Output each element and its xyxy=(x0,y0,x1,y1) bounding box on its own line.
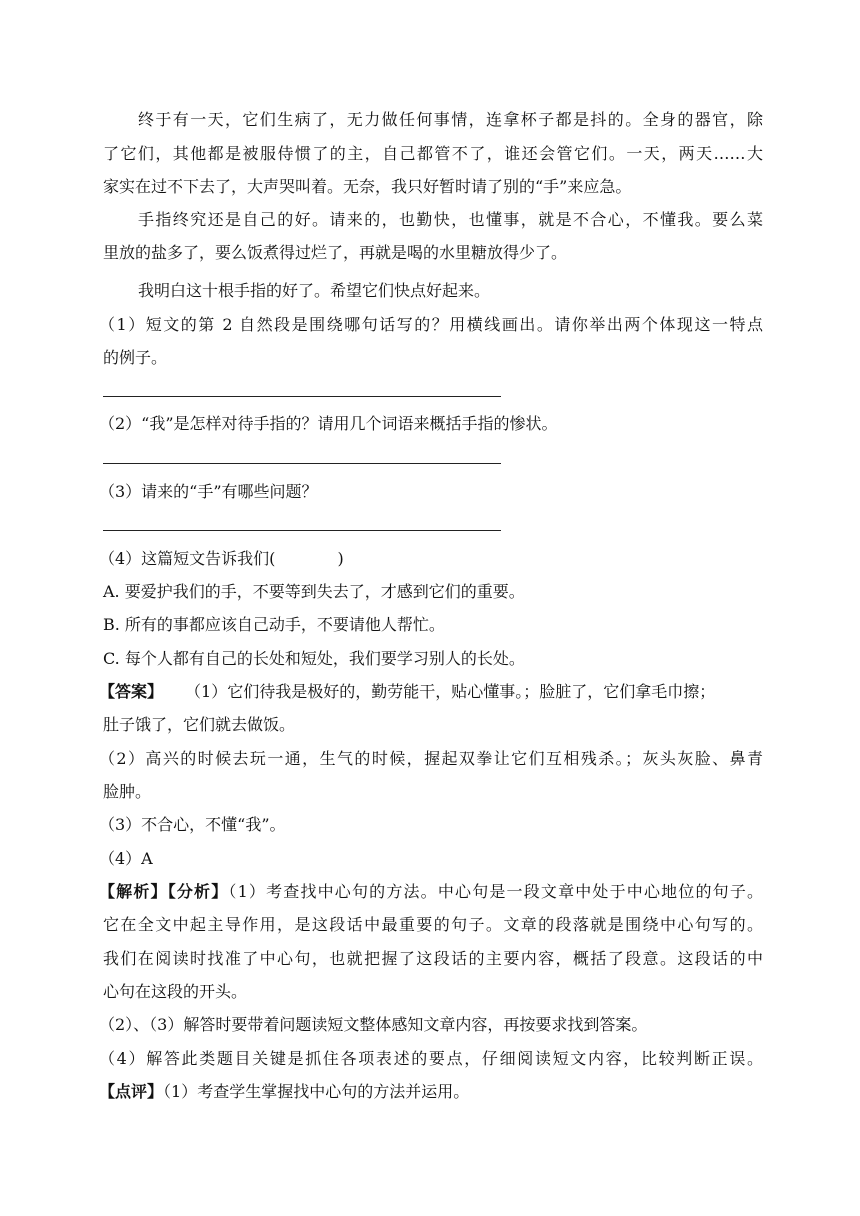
question-4 xyxy=(99,547,344,571)
answer-1-line-2: 肚子饿了，它们就去做饭。 xyxy=(103,715,296,734)
answer-3: （3）不合心，不懂“我”。 xyxy=(99,815,286,834)
question-4-text: （4）这篇短文告诉我们( xyxy=(99,549,276,568)
option-c: C. 每个人都有自己的长处和短处，我们要学习别人的长处。 xyxy=(103,649,525,668)
passage-paragraph-1-line-1: 终于有一天，它们生病了，无力做任何事情，连拿杯子都是抖的。全身的器官，除 xyxy=(138,110,763,129)
analysis-line-4: 心句在这段的开头。 xyxy=(103,982,248,1001)
answer-line-1 xyxy=(99,680,763,704)
question-2: （2）“我”是怎样对待手指的？请用几个词语来概括手指的惨状。 xyxy=(99,414,558,433)
question-1-line-1: （1）短文的第 2 自然段是围绕哪句话写的？用横线画出。请你举出两个体现这一特点 xyxy=(99,315,763,334)
analysis-text-1: （1）考查找中心句的方法。中心句是一段文章中处于中心地位的句子。 xyxy=(228,882,763,901)
analysis-line-5: （2）、（3）解答时要带着问题读短文整体感知文章内容，再按要求找到答案。 xyxy=(99,1015,648,1034)
passage-paragraph-1-line-2: 了它们，其他都是被服侍惯了的主，自己都管不了，谁还会管它们。一天，两天……大 xyxy=(103,144,763,163)
question-4-close-paren: ) xyxy=(337,549,344,568)
passage-paragraph-1-line-3: 家实在过不下去了，大声哭叫着。无奈，我只好暂时请了别的“手”来应急。 xyxy=(103,177,632,196)
answer-2-line-1: （2）高兴的时候去玩一通，生气的时候，握起双拳让它们互相残杀。；灰头灰脸、鼻青 xyxy=(99,749,763,768)
answer-2-line-2: 脸肿。 xyxy=(103,782,152,801)
analysis-label: 【解析】【分析】 xyxy=(99,882,229,901)
answer-blank-line-3 xyxy=(103,530,501,531)
comment-label: 【点评】 xyxy=(99,1082,164,1101)
answer-1-line-1: （1）它们待我是极好的，勤劳能干，贴心懂事。；脸脏了，它们拿毛巾擦； xyxy=(185,682,716,701)
passage-paragraph-3: 我明白这十根手指的好了。希望它们快点好起来。 xyxy=(138,281,491,300)
analysis-line-1 xyxy=(99,880,763,904)
question-3: （3）请来的“手”有哪些问题？ xyxy=(99,482,318,501)
passage-paragraph-2-line-2: 里放的盐多了，要么饭煮得过烂了，再就是喝的水里糖放得少了。 xyxy=(103,243,568,262)
analysis-line-2: 它在全文中起主导作用，是这段话中最重要的句子。文章的段落就是围绕中心句写的。 xyxy=(103,915,763,934)
answer-4: （4）A xyxy=(99,849,153,868)
option-a: A. 要爱护我们的手，不要等到失去了，才感到它们的重要。 xyxy=(103,582,525,601)
question-1-line-2: 的例子。 xyxy=(103,348,168,367)
passage-paragraph-2-line-1: 手指终究还是自己的好。请来的，也勤快，也懂事，就是不合心，不懂我。要么菜 xyxy=(138,210,763,229)
answer-blank-line-2 xyxy=(103,463,501,464)
analysis-line-6: （4）解答此类题目关键是抓住各项表述的要点，仔细阅读短文内容，比较判断正误。 xyxy=(99,1049,763,1068)
answer-label: 【答案】 xyxy=(99,682,164,701)
option-b: B. 所有的事都应该自己动手，不要请他人帮忙。 xyxy=(103,615,445,634)
analysis-line-3: 我们在阅读时找准了中心句，也就把握了这段话的主要内容，概括了段意。这段话的中 xyxy=(103,949,763,968)
comment-text-1: （1）考查学生掌握找中心句的方法并运用。 xyxy=(163,1082,470,1101)
answer-blank-line-1 xyxy=(103,396,501,397)
comment-line-1 xyxy=(99,1080,469,1104)
